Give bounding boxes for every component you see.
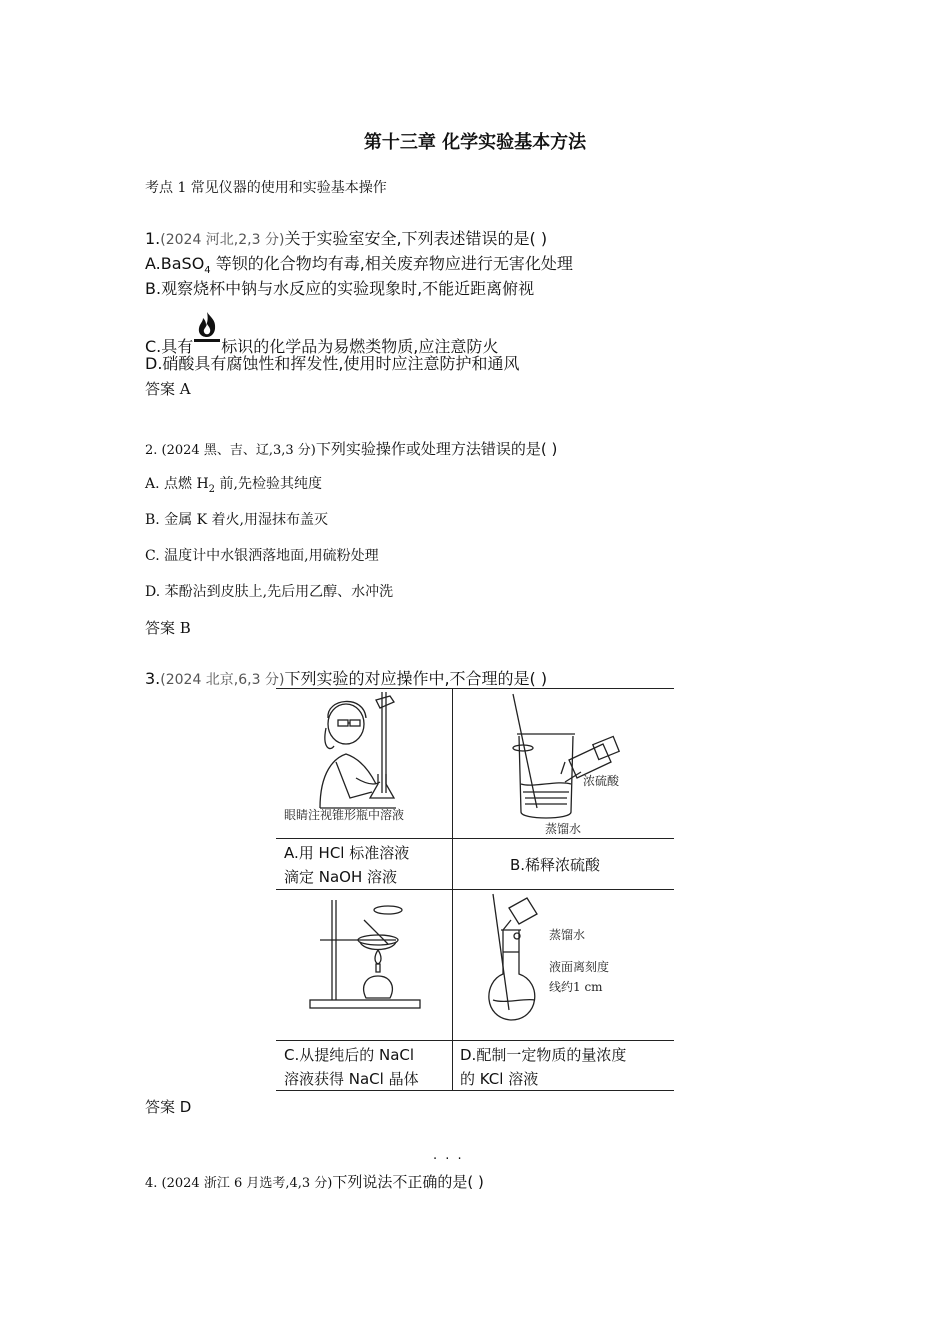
q2-text: 下列实验操作或处理方法错误的是( )	[315, 440, 558, 458]
titration-figure	[276, 688, 452, 838]
q1-source: (2024 河北,2,3 分)	[160, 232, 285, 248]
q1-number: 1.	[145, 229, 161, 248]
q3-caption-b: B.稀释浓硫酸	[510, 856, 601, 874]
meniscus-label-2: 线约1 cm	[549, 980, 603, 994]
meniscus-label-1: 液面离刻度	[549, 960, 610, 974]
flask-water-label: 蒸馏水	[549, 928, 586, 942]
emphasis-dots: · · ·	[433, 1152, 464, 1167]
q2-option-c: C. 温度计中水银洒落地面,用硫粉处理	[145, 548, 379, 564]
q4-stem	[145, 1171, 484, 1192]
q1-option-a: A.BaSO$_4$ 等钡的化合物均有毒,相关废弃物应进行无害化处理	[145, 254, 573, 277]
page-title: 第十三章 化学实验基本方法	[363, 132, 587, 153]
titration-figure-label: 眼睛注视锥形瓶中溶液	[284, 808, 405, 822]
q3-source: (2024 北京,6,3 分)	[160, 672, 285, 688]
q2-option-d: D. 苯酚沾到皮肤上,先后用乙醇、水冲洗	[145, 584, 394, 600]
q1-option-b: B.观察烧杯中钠与水反应的实验现象时,不能近距离俯视	[145, 279, 535, 298]
q3-answer: 答案 D	[145, 1098, 192, 1116]
q3-text: 下列实验的对应操作中,不合理的是( )	[284, 669, 548, 688]
water-label: 蒸馏水	[545, 822, 582, 836]
q1-option-d: D.硝酸具有腐蚀性和挥发性,使用时应注意防护和通风	[145, 354, 520, 373]
q2-stem	[145, 438, 557, 459]
section-heading: 考点 1 常见仪器的使用和实验基本操作	[145, 180, 387, 196]
q3-caption-d: D.配制一定物质的量浓度 的 KCl 溶液	[460, 1046, 627, 1088]
q3-stem	[145, 666, 547, 689]
q4-text: 下列说法不正确的是( )	[332, 1173, 484, 1191]
q3-caption-c: C.从提纯后的 NaCl 溶液获得 NaCl 晶体	[284, 1046, 419, 1088]
table-rule	[276, 838, 674, 839]
q2-answer: 答案 B	[145, 619, 191, 637]
volumetric-flask-figure	[453, 890, 674, 1040]
evaporation-figure	[276, 890, 452, 1040]
table-rule	[276, 1040, 674, 1041]
q1-text: 关于实验室安全,下列表述错误的是( )	[284, 229, 548, 248]
q1-answer: 答案 A	[145, 380, 191, 398]
q3-options-table	[276, 688, 674, 1091]
q3-caption-a: A.用 HCl 标准溶液 滴定 NaOH 溶液	[284, 844, 410, 886]
q1-option-c: C.具有 标识的化学品为易燃类物质,应注意防火	[145, 326, 498, 357]
conc-acid-label: 浓硫酸	[583, 774, 620, 788]
q1-stem	[145, 226, 547, 249]
q2-source: 2. (2024 黑、吉、辽,3,3 分)	[145, 443, 316, 458]
dilution-figure	[453, 688, 674, 838]
q3-number: 3.	[145, 669, 161, 688]
q2-option-a: A. 点燃 $H_2$ 前,先检验其纯度	[145, 476, 322, 495]
q2-option-b: B. 金属 K 着火,用湿抹布盖灭	[145, 512, 328, 528]
q4-source: 4. (2024 浙江 6 月选考,4,3 分)	[145, 1176, 333, 1191]
